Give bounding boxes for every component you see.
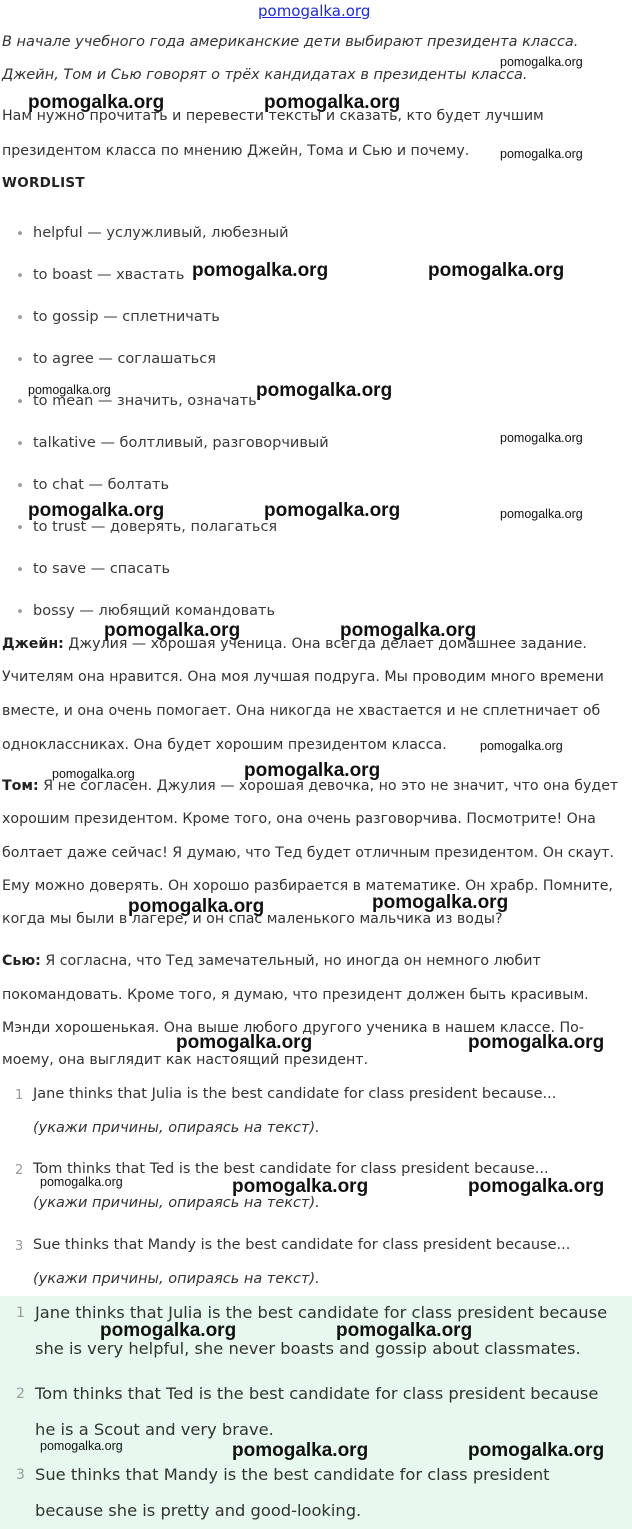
watermark: pomogalka.org <box>192 260 329 281</box>
watermark: pomogalka.org <box>372 892 509 913</box>
list-item: to chat — болтать <box>33 477 170 493</box>
bullet-icon: • <box>16 520 24 536</box>
speaker-jane: Джейн: <box>2 636 64 652</box>
watermark: pomogalka.org <box>28 500 165 521</box>
watermark: pomogalka.org <box>52 767 135 781</box>
list-item: to trust — доверять, полагаться <box>33 519 278 535</box>
intro-line-1: В начале учебного года американские дети выбирают президента класса. <box>2 34 579 50</box>
tom-line-3: болтает даже сейчас! Я думаю, что Тед будет отличным президентом. Он скаут. <box>2 845 614 861</box>
question-hint: (укажи причины, опираясь на текст). <box>33 1195 320 1211</box>
jane-line-3: вместе, и она очень помогает. Она никогда не хвастается и не сплетничает об <box>2 703 601 719</box>
answer-number: 1 <box>16 1305 25 1321</box>
sue-text: Я согласна, что Тед замечательный, но иногда он немного любит <box>40 953 541 969</box>
list-item: to gossip — сплетничать <box>33 309 220 325</box>
watermark: pomogalka.org <box>232 1440 369 1461</box>
watermark: pomogalka.org <box>480 739 563 753</box>
watermark: pomogalka.org <box>244 760 381 781</box>
watermark: pomogalka.org <box>340 620 477 641</box>
question-text: Sue thinks that Mandy is the best candidate for class president because... <box>33 1237 571 1253</box>
sue-line-4: моему, она выглядит как настоящий президент. <box>2 1052 369 1068</box>
list-item: helpful — услужливый, любезный <box>33 225 289 241</box>
bullet-icon: • <box>16 226 24 242</box>
list-item: to agree — соглашаться <box>33 351 216 367</box>
answer-line: he is a Scout and very brave. <box>35 1420 274 1439</box>
bullet-icon: • <box>16 394 24 410</box>
watermark: pomogalka.org <box>104 620 241 641</box>
bullet-icon: • <box>16 352 24 368</box>
question-hint: (укажи причины, опираясь на текст). <box>33 1271 320 1287</box>
watermark: pomogalka.org <box>336 1320 473 1341</box>
jane-line-1 <box>2 636 587 652</box>
watermark: pomogalka.org <box>500 431 583 445</box>
sue-line-2: покомандовать. Кроме того, я думаю, что президент должен быть красивым. <box>2 987 589 1003</box>
bullet-icon: • <box>16 604 24 620</box>
watermark: pomogalka.org <box>500 55 583 69</box>
list-item: to boast — хвастать <box>33 267 185 283</box>
question-text: Tom thinks that Ted is the best candidate for class president because... <box>33 1161 549 1177</box>
task-line-2: президентом класса по мнению Джейн, Тома и Сью и почему. <box>2 143 470 159</box>
list-item: to mean — значить, означать <box>33 393 257 409</box>
bullet-icon: • <box>16 478 24 494</box>
answer-box <box>0 1296 632 1529</box>
sue-line-3: Мэнди хорошенькая. Она выше любого другого ученика в нашем классе. По- <box>2 1020 584 1036</box>
answer-line: Jane thinks that Julia is the best candidate for class president because <box>35 1303 608 1322</box>
wordlist-title: WORDLIST <box>2 175 85 191</box>
answer-line: Sue thinks that Mandy is the best candidate for class president <box>35 1465 550 1484</box>
answer-line: Tom thinks that Ted is the best candidate for class president because <box>35 1384 599 1403</box>
watermark: pomogalka.org <box>40 1439 123 1453</box>
tom-text: Я не согласен. Джулия — хорошая девочка, но это не значит, что она будет <box>38 778 619 794</box>
bullet-icon: • <box>16 436 24 452</box>
question-text: Jane thinks that Julia is the best candidate for class president because... <box>33 1086 557 1102</box>
watermark: pomogalka.org <box>40 1175 123 1189</box>
watermark: pomogalka.org <box>468 1440 605 1461</box>
intro-line-2: Джейн, Том и Сью говорят о трёх кандидатах в президенты класса. <box>2 67 528 83</box>
answer-line: because she is pretty and good-looking. <box>35 1501 362 1520</box>
watermark: pomogalka.org <box>28 383 111 397</box>
watermark: pomogalka.org <box>468 1176 605 1197</box>
answer-number: 3 <box>16 1467 25 1483</box>
question-number: 2 <box>15 1163 24 1178</box>
site-link[interactable]: pomogalka.org <box>258 2 371 20</box>
question-number: 3 <box>15 1239 24 1254</box>
speaker-tom: Том: <box>2 778 39 794</box>
watermark: pomogalka.org <box>256 380 393 401</box>
jane-text: Джулия — хорошая ученица. Она всегда делает домашнее задание. <box>63 636 587 652</box>
jane-line-2: Учителям она нравится. Она моя лучшая подруга. Мы проводим много времени <box>2 669 604 685</box>
question-number: 1 <box>15 1088 24 1103</box>
bullet-icon: • <box>16 562 24 578</box>
tom-line-2: хорошим президентом. Кроме того, она очень разговорчива. Посмотрите! Она <box>2 811 596 827</box>
tom-line-4: Ему можно доверять. Он хорошо разбирается в математике. Он храбр. Помните, <box>2 878 613 894</box>
answer-number: 2 <box>16 1386 25 1402</box>
jane-line-4: одноклассниках. Она будет хорошим президентом класса. <box>2 737 447 753</box>
watermark: pomogalka.org <box>232 1176 369 1197</box>
watermark: pomogalka.org <box>500 147 583 161</box>
sue-line-1 <box>2 953 541 969</box>
watermark: pomogalka.org <box>28 92 165 113</box>
watermark: pomogalka.org <box>100 1320 237 1341</box>
watermark: pomogalka.org <box>176 1032 313 1053</box>
list-item: bossy — любящий командовать <box>33 603 275 619</box>
bullet-icon: • <box>16 268 24 284</box>
watermark: pomogalka.org <box>428 260 565 281</box>
bullet-icon: • <box>16 310 24 326</box>
list-item: talkative — болтливый, разговорчивый <box>33 435 329 451</box>
watermark: pomogalka.org <box>264 92 401 113</box>
task-line-1: Нам нужно прочитать и перевести тексты и сказать, кто будет лучшим <box>2 108 544 124</box>
watermark: pomogalka.org <box>264 500 401 521</box>
answer-line: she is very helpful, she never boasts and gossip about classmates. <box>35 1339 581 1358</box>
watermark: pomogalka.org <box>128 896 265 917</box>
speaker-sue: Сью: <box>2 953 41 969</box>
question-hint: (укажи причины, опираясь на текст). <box>33 1120 320 1136</box>
tom-line-5: когда мы были в лагере, и он спас маленького мальчика из воды? <box>2 911 503 927</box>
watermark: pomogalka.org <box>500 507 583 521</box>
watermark: pomogalka.org <box>468 1032 605 1053</box>
list-item: to save — спасать <box>33 561 171 577</box>
